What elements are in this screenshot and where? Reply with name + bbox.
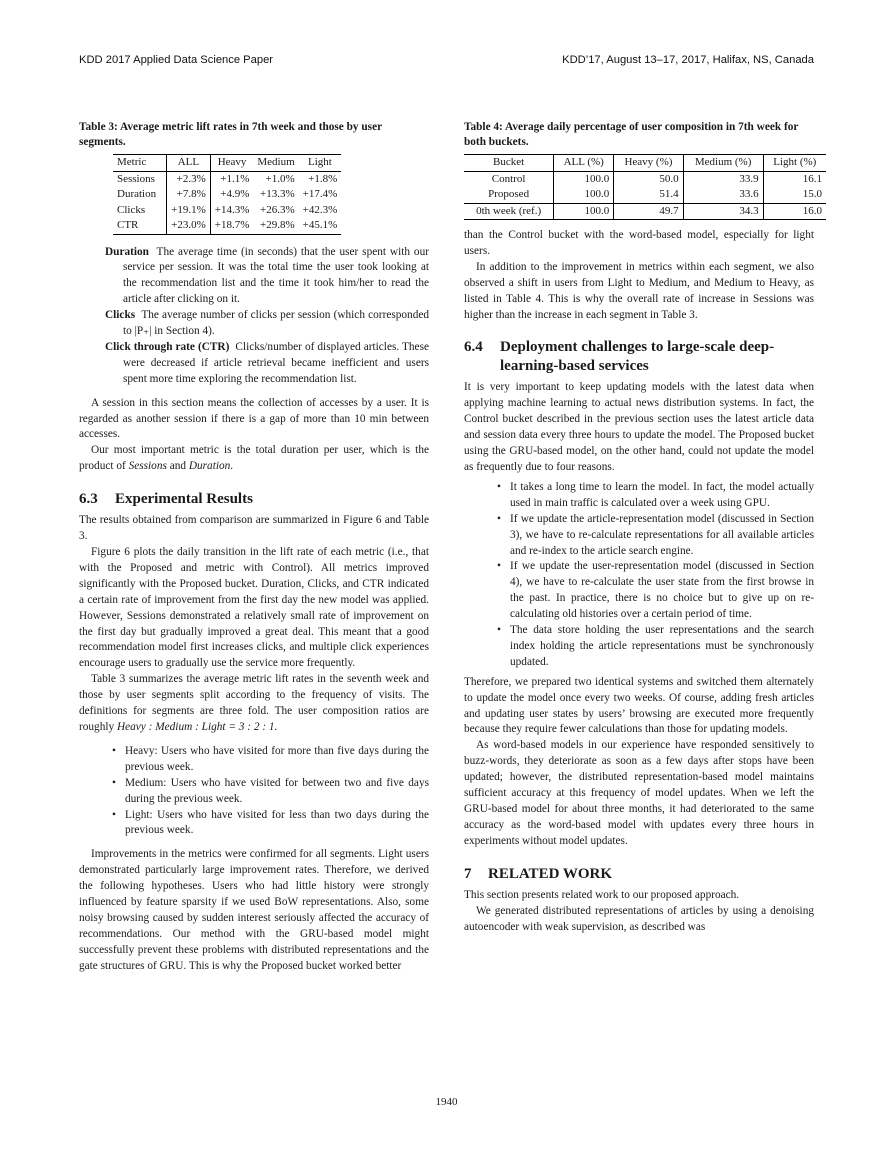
table3-cell: +1.8% xyxy=(299,171,342,187)
paragraph xyxy=(79,672,429,736)
definition-item xyxy=(105,308,429,340)
table4-header-cell: Bucket xyxy=(493,156,525,168)
definition-item xyxy=(105,245,429,309)
table3-cell: +42.3% xyxy=(302,203,338,216)
paragraph: Figure 6 plots the daily transition in the lift rate of each metric (i.e., that with the Proposed and metric with Control). All metrics improved significantly with the Proposed bucket. Duration, Clicks, and CTR indicated a certain rate of improvement from the first day the new model was applied. However, Sessions demonstrated a relatively small rate of improvement on the first day but gradually improved a great deal. This meant that a good recommendation model first increases clicks, and multiple click experiences encourage users to gradually use the service more frequently. xyxy=(79,546,429,670)
table4-header-cell: Heavy (%) xyxy=(614,155,683,172)
definition-text: Clicks/number of displayed articles. These were decreased if article retrieval became inefficient and users spent more time exploring the recommendation list. xyxy=(123,340,429,385)
section-title: RELATED WORK xyxy=(488,865,613,882)
table3-cell: +7.8% xyxy=(167,187,211,203)
definition-term: Clicks xyxy=(105,309,136,322)
table3-header-cell: Metric xyxy=(117,156,147,168)
list-item: • Heavy: Users who have visited for more than five days during the previous week. xyxy=(125,744,429,776)
paragraph: Improvements in the metrics were confirmed for all segments. Light users demonstrated particularly large improvement rates. Therefore, we derived the following hypotheses. Users who had little history were strongly influenced by feature sparsity if we used BoW representations. Also, some noisy browsing caused by sudden interest seriously affected the accuracy of recommendations. Our method with the GRU-based model might successfully prevent these problems with distributed representations and the gate structures of GRU. This is why the Proposed bucket worked better xyxy=(79,848,429,972)
section-number: 6.3 xyxy=(79,491,98,508)
definition-text: The average time (in seconds) that the user spent with our service per session. It was the total time the user took looking at the recommendation list and the time it took him/her to read the article after clicking on it. xyxy=(123,245,429,306)
table3-cell: +17.4% xyxy=(302,188,338,200)
metric-definitions xyxy=(105,245,429,388)
section-heading-7 xyxy=(464,865,814,884)
table3-header-cell: Light xyxy=(308,156,332,168)
table4-cell: 34.3 xyxy=(683,203,763,220)
section-title: Deployment challenges to large-scale deep-learning-based services xyxy=(500,339,775,375)
list-item: • If we update the article-representation model (discussed in Section 3), we have to re-calculate representations for all available articles and re-index to the article search engine. xyxy=(510,512,814,560)
table3-row xyxy=(113,218,341,234)
table4-caption: Table 4: Average daily percentage of user composition in 7th week for both buckets. xyxy=(464,121,799,148)
definition-term: Click through rate (CTR) xyxy=(105,340,230,353)
section-number: 6.4 xyxy=(464,339,483,356)
running-header-left: KDD 2017 Applied Data Science Paper xyxy=(79,54,274,66)
table4-cell: 16.0 xyxy=(763,203,826,220)
table4-cell: 51.4 xyxy=(614,187,683,203)
left-column xyxy=(79,120,429,975)
table3-cell: +1.1% xyxy=(210,171,253,187)
table4-cell: 33.6 xyxy=(683,187,763,203)
table3-header-row xyxy=(113,155,341,172)
segment-list xyxy=(79,744,429,839)
paragraph: The results obtained from comparison are summarized in Figure 6 and Table 3. xyxy=(79,514,429,543)
page-number: 1940 xyxy=(435,1096,458,1108)
table3-cell: +45.1% xyxy=(299,218,342,234)
text-span: Duration xyxy=(188,460,231,473)
paragraph: Therefore, we prepared two identical systems and switched them alternately to update the model once every two weeks. Of course, adding fresh articles and updating user states by users’ browsing are executed more frequently because they require fewer calculations than those for updating models. xyxy=(464,675,814,736)
paragraph: than the Control bucket with the word-based model, especially for light users. xyxy=(464,229,814,257)
table4 xyxy=(464,154,826,220)
table3-cell: CTR xyxy=(113,218,167,234)
text-span: Heavy : Medium : Light = 3 : 2 : 1. xyxy=(116,720,278,733)
table3-caption: Table 3: Average metric lift rates in 7th week and those by user segments. xyxy=(79,121,382,148)
table3-cell: +29.8% xyxy=(253,218,298,234)
section-number: 7 xyxy=(464,865,472,882)
table3-cell: +2.3% xyxy=(167,171,211,187)
paragraph: It is very important to keep updating models with the latest data when applying machine learning to actual news distribution systems. In fact, the Control bucket described in the previous section uses the latest article data and session data every three hours to update the model. The Proposed bucket using the GRU-based model, on the other hand, could not update the model as frequently due to four reasons. xyxy=(464,381,814,473)
table3-header-cell: Medium xyxy=(257,156,295,168)
table3-cell: +19.1% xyxy=(167,203,211,219)
table3-cell: +18.7% xyxy=(210,218,253,234)
paragraph: A session in this section means the collection of accesses by a user. It is regarded as another session if there is a gap of more than 10 min between accesses. xyxy=(79,396,429,441)
table3-cell: +26.3% xyxy=(260,203,295,216)
paragraph: In addition to the improvement in metrics within each segment, we also observed a shift in users from Light to Medium, and Medium to Heavy, as listed in Table 4. This is why the overall rate of increase in Sessions was higher than the increase in each segment in Table 3. xyxy=(464,260,814,321)
table4-cell: 33.9 xyxy=(683,171,763,187)
table4-header-cell: ALL (%) xyxy=(554,155,614,172)
paragraph: This section presents related work to our proposed approach. xyxy=(464,888,740,901)
text-span: Table 3 summarizes the average metric lift rates in the seventh week and those by user segments split according to the frequency of visits. The definitions for segments are three fold. The user composition ratios are roughly xyxy=(79,673,429,733)
section-heading-6-4 xyxy=(464,338,814,376)
table3-cell: Clicks xyxy=(117,203,146,216)
table3-cell: +14.3% xyxy=(210,203,253,219)
paragraph: We generated distributed representations of articles by using a denoising autoencoder with weak supervision, as described was xyxy=(464,904,814,933)
section-title: Experimental Results xyxy=(115,491,253,508)
text-span: Sessions xyxy=(128,460,167,473)
definition-text: The average number of clicks per session (which corresponded to |P₊| in Section 4). xyxy=(123,309,430,338)
paragraph: As word-based models in our experience have responded sensitively to buzz-words, they deteriorate as soon as a few days after stops have been updated; however, the distributed representation-based model maintains sufficient accuracy at this frequency of model updates. When we left the GRU-based model for about three months, it had deteriorated to the same accuracy as the word-based model with updates every three hours in experiments without model updates. xyxy=(464,739,814,847)
text-span: . xyxy=(230,460,234,473)
right-column xyxy=(464,120,822,935)
table3-cell: Duration xyxy=(117,188,157,200)
table3-header-cell: Heavy xyxy=(210,155,253,172)
list-item: • If we update the user-representation model (discussed in Section 4), we have to re-calculate the user state from the first browse in the past. In practice, there is no choice but to give up on re-calculating old histories over a certain period of time. xyxy=(510,559,814,623)
table3-header-cell: ALL xyxy=(167,155,211,172)
table3 xyxy=(113,154,341,235)
table4-row xyxy=(464,171,826,187)
challenge-list xyxy=(464,480,814,671)
list-item: • It takes a long time to learn the model. In fact, the model actually used in main traffic is calculated over a week using GPU. xyxy=(510,480,814,512)
list-item: • The data store holding the user representations and the search index holding the article representations must be synchronously updated. xyxy=(510,623,814,671)
running-header-right: KDD’17, August 13–17, 2017, Halifax, NS, Canada xyxy=(562,54,814,66)
table4-cell: 100.0 xyxy=(554,171,614,187)
table3-cell: +1.0% xyxy=(253,171,298,187)
definition-item xyxy=(105,340,429,388)
table4-row xyxy=(464,203,826,220)
table4-row xyxy=(464,187,826,203)
table3-row xyxy=(113,203,341,219)
text-span: Our most important metric is the total duration per user, which is the product of xyxy=(79,444,429,473)
table3-row xyxy=(113,187,341,203)
table4-header-cell: Light (%) xyxy=(763,155,826,172)
table4-cell: 15.0 xyxy=(763,187,826,203)
table4-cell: 100.0 xyxy=(554,187,614,203)
table4-header-row xyxy=(464,155,826,172)
table4-header-cell: Medium (%) xyxy=(683,155,763,172)
table4-cell: Proposed xyxy=(488,188,530,200)
table4-cell: 100.0 xyxy=(554,203,614,220)
list-item: • Light: Users who have visited for less than two days during the previous week. xyxy=(125,808,429,840)
table4-cell: Control xyxy=(464,171,554,187)
table3-cell: Sessions xyxy=(113,171,167,187)
definition-term: Duration xyxy=(105,245,149,258)
table3-cell: +13.3% xyxy=(260,188,295,200)
list-item: • Medium: Users who have visited for between two and five days during the previous week. xyxy=(125,776,429,808)
table3-row xyxy=(113,171,341,187)
paragraph xyxy=(79,443,429,475)
table3-cell: +23.0% xyxy=(167,218,211,234)
table4-cell: 0th week (ref.) xyxy=(464,203,554,220)
section-heading-6-3 xyxy=(79,490,429,509)
text-span: and xyxy=(166,460,189,473)
table3-cell: +4.9% xyxy=(210,187,253,203)
table4-cell: 49.7 xyxy=(614,203,683,220)
table4-cell: 50.0 xyxy=(614,171,683,187)
table4-cell: 16.1 xyxy=(763,171,826,187)
